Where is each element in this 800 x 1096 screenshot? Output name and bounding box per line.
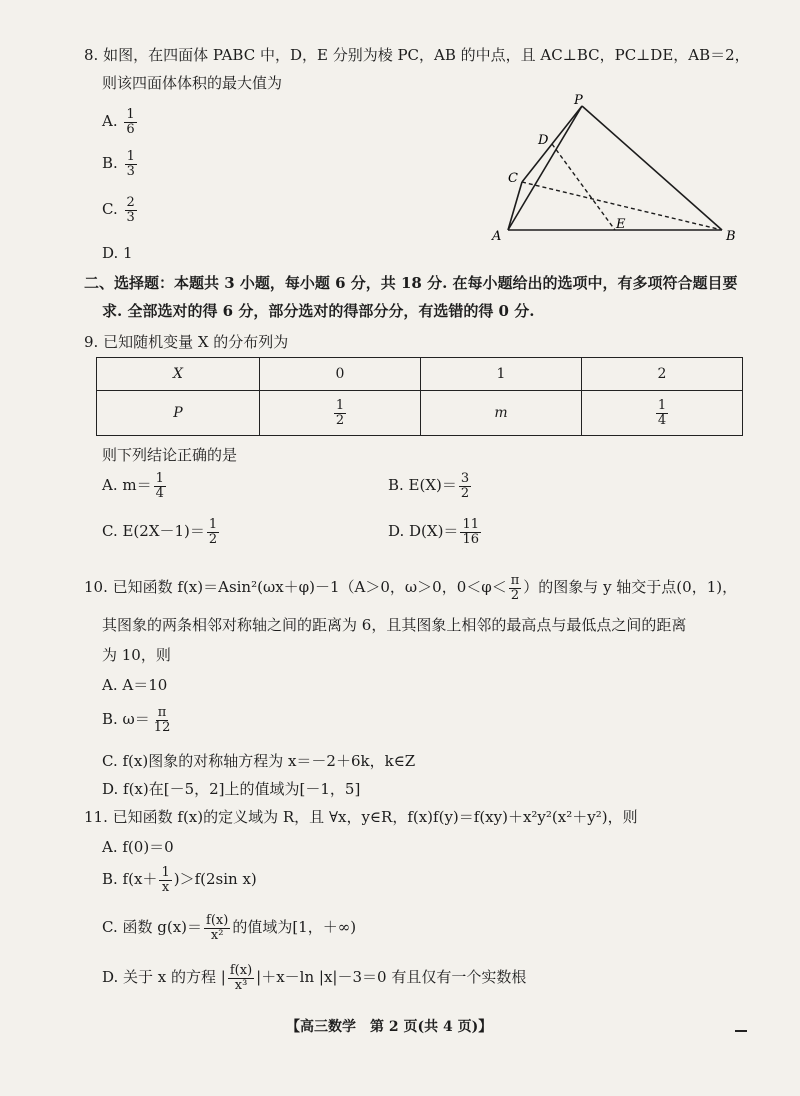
- q10-option-b: B. ω＝ $\frac{\pi}{12}$: [102, 705, 171, 735]
- q9-option-c: C. E(2X－1)＝ $\frac{1}{2}$: [102, 517, 218, 547]
- q9-option-a: A. m＝ $\frac{1}{4}$: [102, 471, 164, 501]
- table-header-1: 1: [421, 358, 582, 391]
- q10-stem-line2: 其图象的两条相邻对称轴之间的距离为 6，且其图象上相邻的最高点与最低点之间的距离: [102, 616, 687, 634]
- label-p: P: [574, 93, 583, 108]
- q11-stem: 11. 已知函数 f(x)的定义域为 R，且 ∀x，y∈R，f(x)f(y)＝f(xy)＋x²y²(x²＋y²)，则: [84, 808, 638, 826]
- section2-heading-line1: 二、选择题：本题共 3 小题，每小题 6 分，共 18 分. 在每小题给出的选项中，有多项符合题目要: [84, 274, 738, 292]
- q11-option-a: A. f(0)＝0: [102, 838, 174, 856]
- tetrahedron-figure: [480, 92, 750, 252]
- q9-followup: 则下列结论正确的是: [102, 446, 238, 464]
- page-footer: 【高三数学 第 2 页(共 4 页)】: [286, 1019, 493, 1035]
- q9-stem: 9. 已知随机变量 X 的分布列为: [84, 333, 289, 351]
- q8-stem-line2: 则该四面体体积的最大值为: [102, 74, 283, 92]
- label-b: B: [726, 229, 736, 244]
- q10-option-d: D. f(x)在[－5，2]上的值域为[－1，5]: [102, 780, 361, 798]
- table-header-x: X: [97, 358, 260, 391]
- q11-option-b: B. f(x＋ $\frac{1}{x}$ )＞f(2sin x): [102, 865, 257, 895]
- q9-option-b: B. E(X)＝ $\frac{3}{2}$: [388, 471, 470, 501]
- label-a: A: [492, 229, 502, 244]
- table-header-0: 0: [260, 358, 421, 391]
- label-d: D: [538, 133, 549, 148]
- q11-option-c: C. 函数 g(x)＝ $\frac{f(x)}{\text{x²}}$ 的值域为[1，＋∞): [102, 913, 357, 943]
- corner-mark: [735, 1030, 747, 1032]
- table-p-0: $\frac{1}{2}$: [260, 391, 421, 436]
- q9-option-d: D. D(X)＝ $\frac{11}{16}$: [388, 517, 479, 547]
- q10-stem-line1: 10. 已知函数 f(x)＝Asin²(ωx＋φ)－1（A＞0，ω＞0，0＜φ＜ $\frac{\pi}{2}$ ）的图象与 y 轴交于点(0，1)，: [84, 573, 738, 603]
- table-p-2: $\frac{1}{4}$: [582, 391, 743, 436]
- table-header-2: 2: [582, 358, 743, 391]
- label-e: E: [616, 217, 626, 232]
- table-row: [97, 391, 743, 436]
- edge-pa: [508, 106, 582, 230]
- q10-option-a: A. A＝10: [102, 676, 168, 694]
- q10-option-c: C. f(x)图象的对称轴方程为 x＝－2＋6k，k∈Z: [102, 752, 416, 770]
- q11-option-d: D. 关于 x 的方程 | $\frac{f(x)}{\text{x³}}$ |＋x－ln |x|－3＝0 有且仅有一个实数根: [102, 963, 527, 993]
- label-c: C: [508, 171, 518, 186]
- table-row: [97, 358, 743, 391]
- table-p-1: m: [421, 391, 582, 436]
- q10-stem-line3: 为 10，则: [102, 646, 171, 664]
- q8-option-b: B. $\frac{1}{3}$: [102, 149, 135, 179]
- edge-pb: [582, 106, 722, 230]
- q8-option-d: D. 1: [102, 244, 133, 262]
- section2-heading-line2: 求. 全部选对的得 6 分，部分选对的得部分分，有选错的得 0 分.: [102, 302, 535, 320]
- q8-option-c: C. $\frac{2}{3}$: [102, 195, 135, 225]
- q8-stem-line1: 8. 如图，在四面体 PABC 中，D，E 分别为棱 PC，AB 的中点，且 AC⊥BC，PC⊥DE，AB＝2，: [84, 46, 750, 64]
- distribution-table: [96, 357, 743, 436]
- edge-ac: [508, 182, 522, 230]
- segment-de-dashed: [552, 144, 615, 230]
- table-p-label: P: [97, 391, 260, 436]
- q8-option-a: A. $\frac{1}{6}$: [102, 107, 135, 137]
